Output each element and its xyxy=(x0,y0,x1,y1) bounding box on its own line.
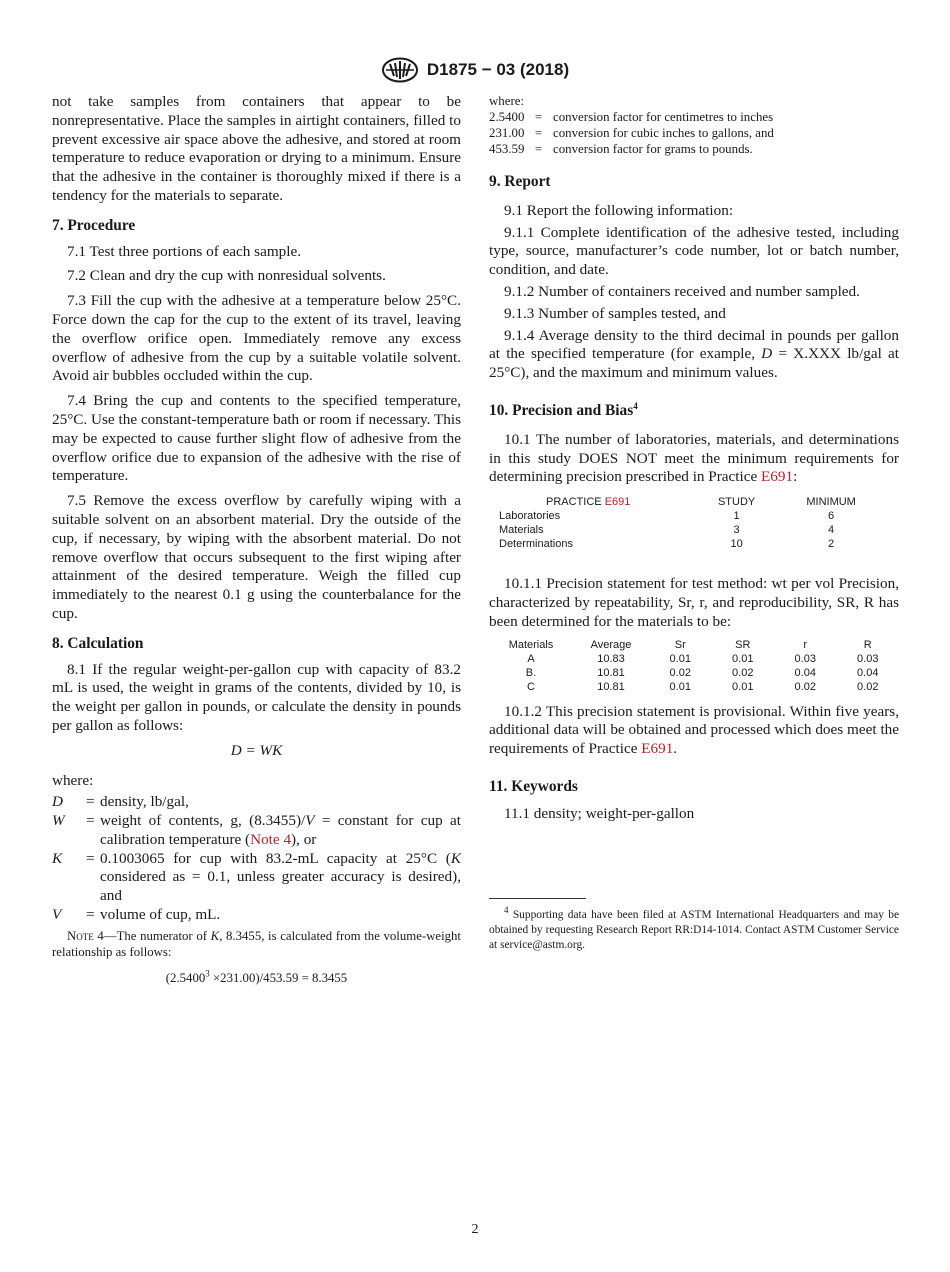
conversion-item: 231.00 = conversion for cubic inches to gallons, and xyxy=(489,126,774,140)
page-number: 2 xyxy=(471,1222,479,1237)
section-9-title: 9. Report xyxy=(489,173,551,190)
left-column xyxy=(52,93,461,986)
definition-list xyxy=(52,793,461,925)
table-header-row: Materials Average Sr SR r R xyxy=(508,638,872,651)
paragraph-9-1-4: 9.1.4 Average density to the third decimal in pounds per gallon at the specified temperature (for example, D = X.XXX lb/gal at 25°C), and the maximum and minimum values. xyxy=(489,326,899,382)
paragraph-8-1: 8.1 If the regular weight-per-gallon cup with capacity of 83.2 mL is used, the weight in grams of the contents, divided by 10, is the weight per gallon in pounds, or calculate the density in pounds per gallon as follows: xyxy=(52,660,461,734)
e691-link[interactable]: E691 xyxy=(604,496,631,509)
conversion-item: 453.59 = conversion factor for grams to pounds. xyxy=(489,142,753,156)
equation-d-wk: D = WK xyxy=(230,741,283,759)
table-row: Materials 3 4 xyxy=(499,524,835,537)
paragraph-7-2: 7.2 Clean and dry the cup with nonresidual solvents. xyxy=(67,267,386,285)
definition-d: D = density, lb/gal, xyxy=(52,793,189,811)
paragraph-7-3: 7.3 Fill the cup with the adhesive at a temperature below 25°C. Force down the cap for the cup to the extent of its travel, leaving the overflow orifice open. Immediately remove any excess overflow of adhesive from the cup by a suitable volatile solvent. Avoid air bubbles occluded within the cup. xyxy=(52,292,461,385)
note-4: Note 4—The numerator of K, 8.3455, is calculated from the volume-weight relationship as follows: xyxy=(52,928,461,959)
column-header-practice: PRACTICE E691 xyxy=(546,496,631,509)
paragraph-11-1: 11.1 density; weight-per-gallon xyxy=(504,804,695,822)
footnote-divider xyxy=(489,898,586,899)
e691-link[interactable]: E691 xyxy=(761,468,794,486)
section-10-title: 10. Precision and Bias$^4$ xyxy=(489,400,638,419)
table-row: C 10.81 0.01 0.01 0.02 0.02 xyxy=(527,680,879,693)
section-8-title: 8. Calculation xyxy=(52,634,144,652)
section-7-title: 7. Procedure xyxy=(52,216,136,234)
practice-table xyxy=(499,495,885,551)
conversion-list xyxy=(489,109,899,157)
column-header-minimum: MINIMUM xyxy=(806,496,856,509)
paragraph-7-4: 7.4 Bring the cup and contents to the specified temperature, 25°C. Use the constant-temperature bath or room if necessary. This may be expected to cause further slight flow of adhesive from the overflow orifice due to expansion of the adhesive with the rise of temperature. xyxy=(52,392,461,485)
paragraph-9-1-2: 9.1.2 Number of containers received and number sampled. xyxy=(504,282,860,300)
precision-table xyxy=(489,638,899,694)
paragraph-9-1-1: 9.1.1 Complete identification of the adhesive tested, including type, source, manufacturer’s code number, lot or batch number, condition, and date. xyxy=(489,223,899,279)
note-4-equation: $(2.5400^3 \times 231.00)/453.59 = 8.3455$ xyxy=(165,968,348,985)
paragraph-10-1: 10.1 The number of laboratories, materials, and determinations in this study DOES NOT meet the minimum requirements for determining precision prescribed in Practice E691: xyxy=(489,430,899,486)
definition-k: K = 0.1003065 for cup with 83.2-mL capacity at 25°C (K considered as = 0.1, unless greater accuracy is desired), and xyxy=(52,849,461,905)
intro-paragraph: not take samples from containers that appear to be nonrepresentative. Place the samples in airtight containers, filled to prevent excessive air space above the adhesive, and stored at room temperature to reduce evaporation or drying to a minimum. Ensure that the adhesive in the container is thoroughly mixed if there is a tendency for the materials to separate. xyxy=(52,93,461,204)
astm-logo-icon xyxy=(381,57,419,83)
page-header xyxy=(0,57,950,83)
table-row: Laboratories 1 6 xyxy=(499,510,835,523)
paragraph-9-1-3: 9.1.3 Number of samples tested, and xyxy=(504,304,726,322)
section-11-title: 11. Keywords xyxy=(489,777,578,795)
table-row: Determinations 10 2 xyxy=(499,538,835,551)
paragraph-10-1-1: 10.1.1 Precision statement for test method: wt per vol Precision, characterized by repeatability, Sr, r, and reproducibility, SR, R has been determined for the materials to be: xyxy=(489,575,899,630)
table-row: B. 10.81 0.02 0.02 0.04 0.04 xyxy=(525,666,879,679)
column-header-study: STUDY xyxy=(717,496,756,509)
definition-v: V = volume of cup, mL. xyxy=(52,906,221,924)
e691-link[interactable]: E691 xyxy=(641,740,674,758)
where-label-right: where: xyxy=(489,94,525,108)
table-row: A 10.83 0.01 0.01 0.03 0.03 xyxy=(527,652,879,665)
where-label: where: xyxy=(52,771,94,789)
paragraph-10-1-2: 10.1.2 This precision statement is provisional. Within five years, additional data will be obtained and processed which does meet the requirements of Practice E691. xyxy=(489,702,899,758)
table-header-row xyxy=(499,495,885,509)
note-4-link[interactable]: Note 4 xyxy=(250,830,292,848)
conversion-item: 2.5400 = conversion factor for centimetres to inches xyxy=(489,110,774,124)
paragraph-9-1: 9.1 Report the following information: xyxy=(504,201,734,219)
paragraph-7-5: 7.5 Remove the excess overflow by carefully wiping with a suitable solvent on an absorbent material. Dry the outside of the cup, if necessary, by wiping with the absorbent material. Do not remove overflow that occurs subsequent to the first wiping after attainment of the desired temperature. Weigh the filled cup immediately to the nearest 0.1 g using the counterbalance for the cup. xyxy=(52,492,461,622)
footnote-4: $^4$ Supporting data have been filed at ASTM International Headquarters and may be obtained by requesting Research Report RR:D14-1014. Contact ASTM Customer Service at service@astm.org. xyxy=(489,904,899,951)
paragraph-7-1: 7.1 Test three portions of each sample. xyxy=(67,242,301,260)
right-column xyxy=(489,93,899,953)
document-id: D1875 − 03 (2018) xyxy=(426,60,570,79)
definition-w: W = weight of contents, g, (8.3455)/V = constant for cup at calibration temperature (Note 4), or xyxy=(52,812,461,848)
